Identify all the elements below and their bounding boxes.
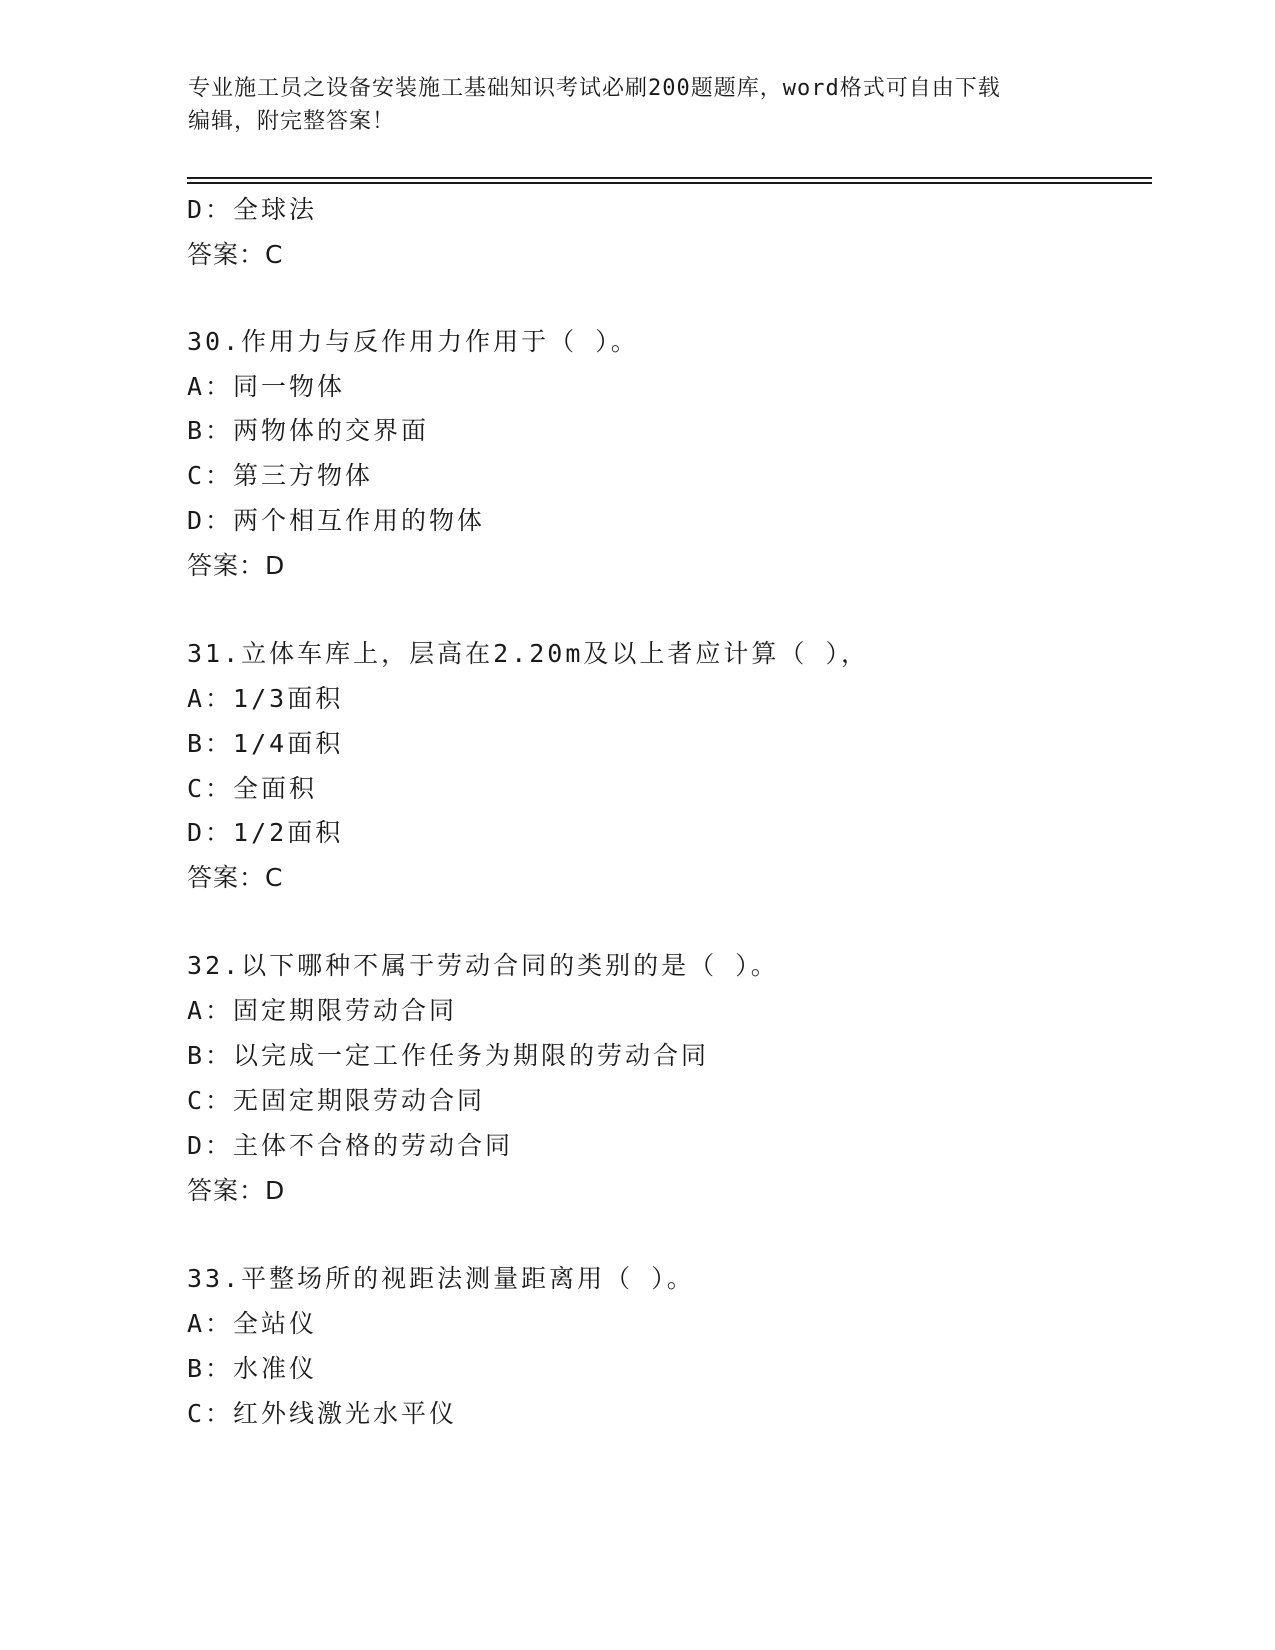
option-a: A：全站仪	[187, 1309, 318, 1338]
question-stem: 33.平整场所的视距法测量距离用（ ）。	[187, 1264, 695, 1293]
answer-label: 答案：C	[187, 863, 284, 892]
option-d: D：主体不合格的劳动合同	[187, 1131, 514, 1160]
option-b: B：两物体的交界面	[187, 416, 430, 445]
question-stem: 30.作用力与反作用力作用于（ ）。	[187, 327, 639, 356]
header-divider-top	[187, 177, 1152, 179]
answer-label: 答案：C	[187, 240, 284, 269]
option-a: A：固定期限劳动合同	[187, 996, 458, 1025]
option-d: D：两个相互作用的物体	[187, 506, 486, 535]
question-stem: 32.以下哪种不属于劳动合同的类别的是（ ）。	[187, 951, 779, 980]
option-c: C：红外线激光水平仪	[187, 1399, 458, 1428]
option-b: B：1/4面积	[187, 729, 344, 758]
option-c: C：无固定期限劳动合同	[187, 1086, 486, 1115]
question-stem: 31.立体车库上，层高在2.20m及以上者应计算（ ），	[187, 639, 869, 668]
option-c: C：第三方物体	[187, 461, 374, 490]
answer-label: 答案：D	[187, 1176, 286, 1205]
option-a: A：1/3面积	[187, 684, 344, 713]
header-line-1: 专业施工员之设备安装施工基础知识考试必刷200题题库，word格式可自由下载	[188, 76, 1001, 101]
option-d: D：全球法	[187, 195, 318, 224]
page-header	[188, 72, 1088, 138]
header-line-2: 编辑，附完整答案！	[188, 109, 396, 134]
header-divider-bottom	[187, 182, 1152, 184]
option-a: A：同一物体	[187, 372, 346, 401]
option-c: C：全面积	[187, 774, 318, 803]
option-b: B：以完成一定工作任务为期限的劳动合同	[187, 1041, 710, 1070]
option-d: D：1/2面积	[187, 818, 344, 847]
answer-label: 答案：D	[187, 551, 286, 580]
option-b: B：水准仪	[187, 1354, 318, 1383]
